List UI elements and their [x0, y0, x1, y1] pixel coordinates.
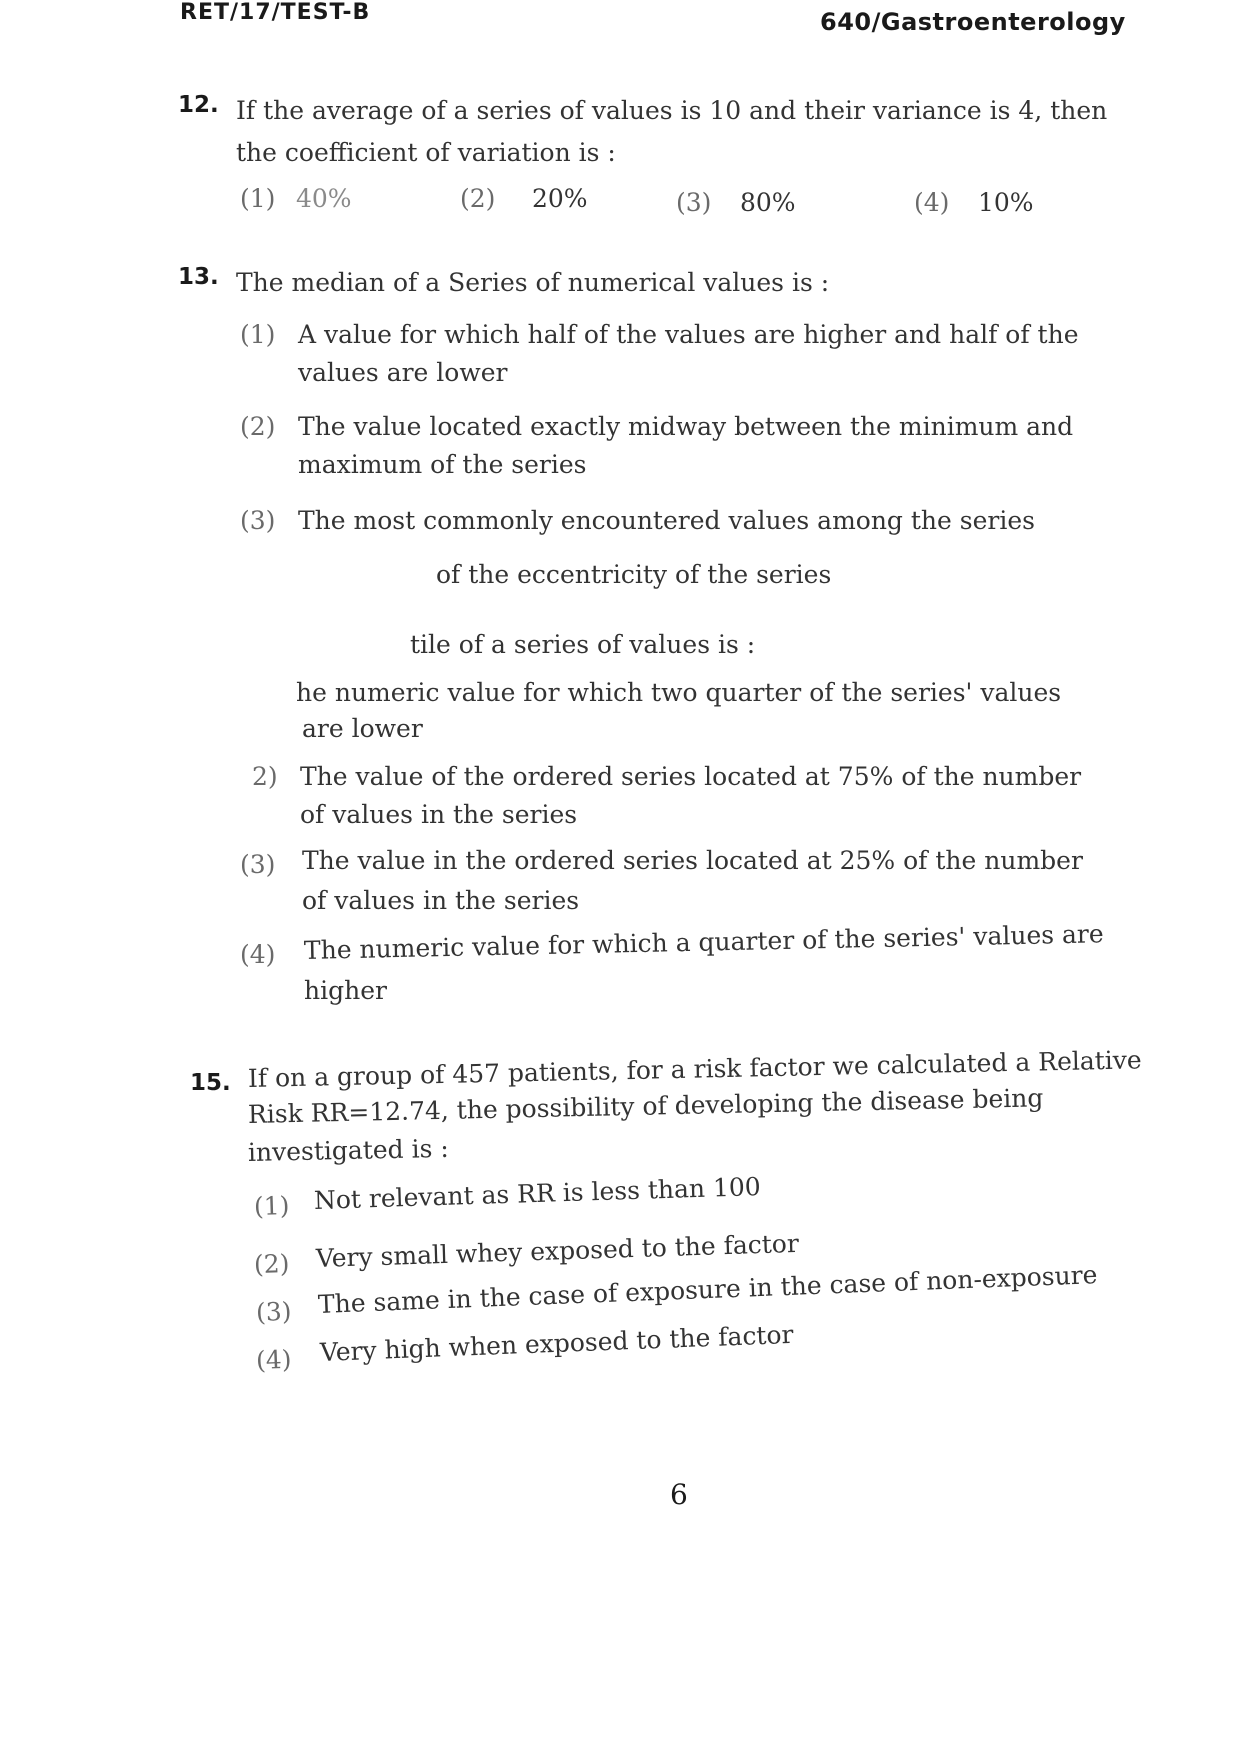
- question-15-option-2-text: Very small whey exposed to the factor: [315, 1228, 800, 1273]
- page-number: 6: [670, 1478, 688, 1511]
- question-15-option-1-text: Not relevant as RR is less than 100: [313, 1171, 762, 1215]
- question-12-option-3-number: (3): [676, 188, 712, 217]
- question-14-option-2-line2: of values in the series: [300, 800, 578, 829]
- subject-title: 640/Gastroenterology: [820, 8, 1126, 36]
- question-14-option-2-number: 2): [252, 762, 278, 791]
- question-14-text-fragment: tile of a series of values is :: [410, 630, 756, 659]
- question-15-option-2-number: (2): [253, 1248, 290, 1279]
- question-12-text-line2: the coefficient of variation is :: [236, 138, 616, 167]
- question-14-option-3-line1: The value in the ordered series located at 25% of the number: [302, 846, 1083, 875]
- question-13-option-2-number: (2): [240, 412, 276, 441]
- question-14-option-2-line1: The value of the ordered series located at 75% of the number: [300, 762, 1082, 791]
- question-12-option-3-text: 80%: [740, 188, 796, 217]
- question-15-option-1-number: (1): [253, 1190, 290, 1221]
- question-13-option-2-line1: The value located exactly midway between the minimum and: [298, 412, 1074, 441]
- question-14-option-3-number: (3): [240, 850, 276, 879]
- question-15-number: 15.: [190, 1070, 231, 1096]
- question-15-option-4-number: (4): [255, 1344, 292, 1375]
- question-15-text-line3: investigated is :: [247, 1133, 450, 1167]
- question-14-option-1-line2: are lower: [302, 714, 423, 743]
- question-15-option-3-text: The same in the case of exposure in the case of non-exposure: [317, 1260, 1098, 1319]
- question-12-number: 12.: [178, 92, 219, 118]
- test-code: RET/17/TEST-B: [180, 0, 371, 25]
- question-13-option-1-line2: values are lower: [298, 358, 508, 387]
- question-12-text-line1: If the average of a series of values is 10 and their variance is 4, then: [236, 96, 1108, 125]
- question-15-text-line1: If on a group of 457 patients, for a risk factor we calculated a Relative: [247, 1045, 1142, 1093]
- question-13-number: 13.: [178, 264, 219, 290]
- question-14-option-1-line1: he numeric value for which two quarter of the series' values: [296, 678, 1062, 707]
- question-13-option-1-line1: A value for which half of the values are higher and half of the: [298, 320, 1079, 349]
- question-13-option-3-line1: The most commonly encountered values among the series: [298, 506, 1035, 535]
- question-13-option-4-fragment: of the eccentricity of the series: [436, 560, 832, 589]
- question-15-text-line2: Risk RR=12.74, the possibility of developing the disease being: [247, 1083, 1044, 1129]
- question-12-option-4-number: (4): [914, 188, 950, 217]
- question-13-option-3-number: (3): [240, 506, 276, 535]
- question-13-text: The median of a Series of numerical values is :: [236, 268, 830, 297]
- question-13-option-2-line2: maximum of the series: [298, 450, 587, 479]
- question-14-option-4-number: (4): [240, 940, 276, 969]
- question-14-option-4-line2: higher: [304, 976, 387, 1005]
- question-12-option-1-text: 40%: [296, 184, 352, 213]
- question-15-option-4-text: Very high when exposed to the factor: [319, 1319, 794, 1367]
- question-12-option-2-text: 20%: [532, 184, 588, 213]
- question-15-option-3-number: (3): [255, 1296, 292, 1327]
- question-12-option-1-number: (1): [240, 184, 276, 213]
- question-12-option-4-text: 10%: [978, 188, 1034, 217]
- question-12-option-2-number: (2): [460, 184, 496, 213]
- question-14-option-4-line1: The numeric value for which a quarter of the series' values are: [303, 919, 1104, 965]
- question-14-option-3-line2: of values in the series: [302, 886, 580, 915]
- question-13-option-1-number: (1): [240, 320, 276, 349]
